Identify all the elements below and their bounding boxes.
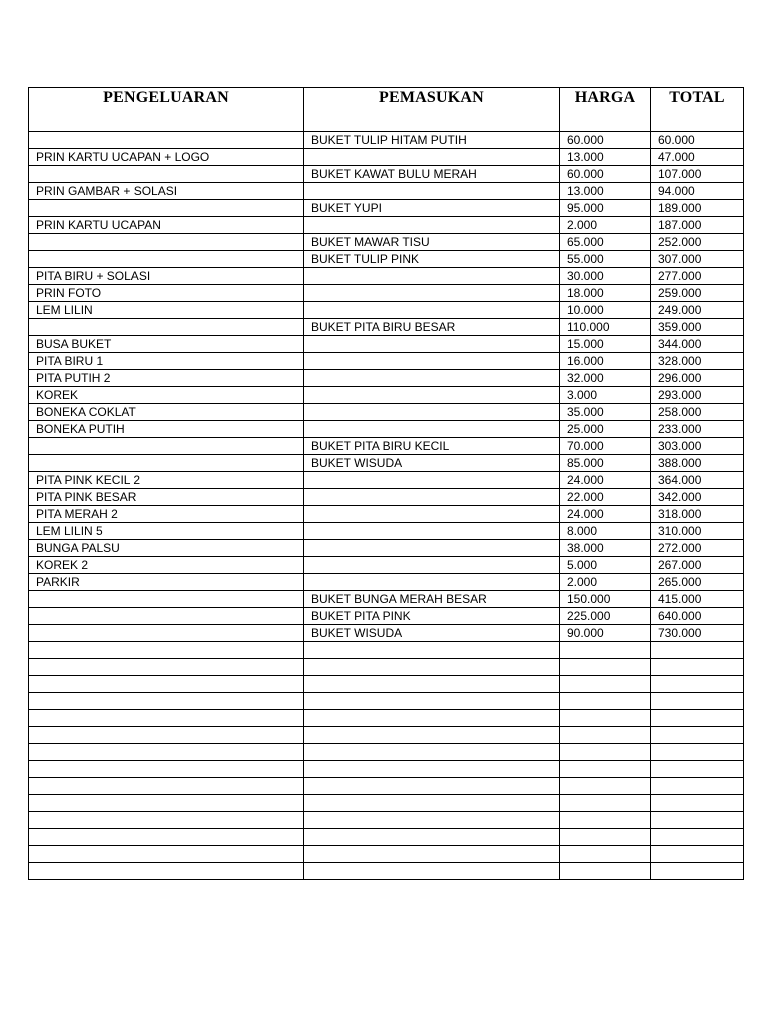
price-cell: 90.000 <box>560 625 651 642</box>
table-row <box>29 829 744 846</box>
table-row <box>29 795 744 812</box>
total-cell <box>651 795 744 812</box>
table-row <box>29 217 744 234</box>
price-cell: 35.000 <box>560 404 651 421</box>
total-cell: 388.000 <box>651 455 744 472</box>
price-cell <box>560 829 651 846</box>
price-cell: 5.000 <box>560 557 651 574</box>
income-cell: BUKET PITA BIRU BESAR <box>304 319 560 336</box>
price-cell: 65.000 <box>560 234 651 251</box>
price-cell: 13.000 <box>560 149 651 166</box>
table-row <box>29 846 744 863</box>
header-harga: HARGA <box>560 88 651 132</box>
price-cell <box>560 659 651 676</box>
expense-cell: LEM LILIN 5 <box>29 523 304 540</box>
income-cell <box>304 676 560 693</box>
expense-cell <box>29 863 304 880</box>
price-cell <box>560 778 651 795</box>
expense-cell: PITA PUTIH 2 <box>29 370 304 387</box>
table-row <box>29 183 744 200</box>
income-cell <box>304 506 560 523</box>
total-cell <box>651 693 744 710</box>
income-cell <box>304 710 560 727</box>
total-cell: 342.000 <box>651 489 744 506</box>
table-row <box>29 200 744 217</box>
expense-cell <box>29 132 304 149</box>
table-row <box>29 523 744 540</box>
income-cell <box>304 642 560 659</box>
total-cell: 328.000 <box>651 353 744 370</box>
income-cell <box>304 285 560 302</box>
price-cell <box>560 710 651 727</box>
expense-cell: KOREK <box>29 387 304 404</box>
expense-cell <box>29 778 304 795</box>
income-cell <box>304 829 560 846</box>
expense-cell <box>29 659 304 676</box>
price-cell <box>560 761 651 778</box>
table-row <box>29 591 744 608</box>
price-cell: 24.000 <box>560 506 651 523</box>
table-row <box>29 268 744 285</box>
income-cell: BUKET PITA PINK <box>304 608 560 625</box>
table-row <box>29 863 744 880</box>
income-cell <box>304 370 560 387</box>
total-cell: 318.000 <box>651 506 744 523</box>
total-cell: 730.000 <box>651 625 744 642</box>
income-cell: BUKET WISUDA <box>304 625 560 642</box>
total-cell <box>651 761 744 778</box>
table-row <box>29 625 744 642</box>
income-cell <box>304 336 560 353</box>
income-cell <box>304 183 560 200</box>
header-total: TOTAL <box>651 88 744 132</box>
price-cell: 60.000 <box>560 132 651 149</box>
income-cell <box>304 217 560 234</box>
expense-cell: PRIN FOTO <box>29 285 304 302</box>
total-cell: 60.000 <box>651 132 744 149</box>
total-cell: 265.000 <box>651 574 744 591</box>
expense-cell <box>29 710 304 727</box>
expense-cell: LEM LILIN <box>29 302 304 319</box>
price-cell: 55.000 <box>560 251 651 268</box>
table-row <box>29 234 744 251</box>
price-cell: 16.000 <box>560 353 651 370</box>
expense-cell <box>29 693 304 710</box>
price-cell <box>560 693 651 710</box>
total-cell: 187.000 <box>651 217 744 234</box>
expense-cell: BONEKA PUTIH <box>29 421 304 438</box>
price-cell <box>560 642 651 659</box>
price-cell <box>560 846 651 863</box>
price-cell: 225.000 <box>560 608 651 625</box>
price-cell: 8.000 <box>560 523 651 540</box>
price-cell <box>560 863 651 880</box>
table-row <box>29 710 744 727</box>
income-cell: BUKET TULIP HITAM PUTIH <box>304 132 560 149</box>
total-cell: 258.000 <box>651 404 744 421</box>
expense-cell <box>29 608 304 625</box>
table-row <box>29 812 744 829</box>
table-row <box>29 336 744 353</box>
income-cell <box>304 540 560 557</box>
expense-cell: KOREK 2 <box>29 557 304 574</box>
total-cell <box>651 659 744 676</box>
table-row <box>29 319 744 336</box>
total-cell <box>651 710 744 727</box>
income-cell <box>304 727 560 744</box>
total-cell: 277.000 <box>651 268 744 285</box>
header-row <box>29 88 744 132</box>
total-cell: 189.000 <box>651 200 744 217</box>
expense-cell: PITA BIRU + SOLASI <box>29 268 304 285</box>
income-cell <box>304 693 560 710</box>
total-cell: 252.000 <box>651 234 744 251</box>
income-cell: BUKET WISUDA <box>304 455 560 472</box>
total-cell: 344.000 <box>651 336 744 353</box>
price-cell: 70.000 <box>560 438 651 455</box>
income-cell <box>304 778 560 795</box>
header-pemasukan: PEMASUKAN <box>304 88 560 132</box>
income-cell <box>304 149 560 166</box>
income-cell: BUKET BUNGA MERAH BESAR <box>304 591 560 608</box>
table-row <box>29 285 744 302</box>
expense-cell <box>29 812 304 829</box>
expense-cell: BUSA BUKET <box>29 336 304 353</box>
table-row <box>29 693 744 710</box>
price-cell: 15.000 <box>560 336 651 353</box>
total-cell <box>651 863 744 880</box>
price-cell: 110.000 <box>560 319 651 336</box>
income-cell <box>304 846 560 863</box>
expense-cell: PRIN GAMBAR + SOLASI <box>29 183 304 200</box>
table-row <box>29 761 744 778</box>
price-cell <box>560 795 651 812</box>
price-cell: 22.000 <box>560 489 651 506</box>
price-cell: 25.000 <box>560 421 651 438</box>
total-cell: 359.000 <box>651 319 744 336</box>
income-cell <box>304 387 560 404</box>
total-cell: 296.000 <box>651 370 744 387</box>
expense-cell <box>29 166 304 183</box>
header-pengeluaran: PENGELUARAN <box>29 88 304 132</box>
expense-cell: PITA MERAH 2 <box>29 506 304 523</box>
expense-cell <box>29 761 304 778</box>
price-cell <box>560 744 651 761</box>
total-cell <box>651 727 744 744</box>
table-row <box>29 438 744 455</box>
expense-cell: BUNGA PALSU <box>29 540 304 557</box>
total-cell <box>651 676 744 693</box>
expense-cell <box>29 829 304 846</box>
table-row <box>29 302 744 319</box>
total-cell <box>651 812 744 829</box>
income-cell <box>304 557 560 574</box>
income-cell <box>304 302 560 319</box>
income-cell: BUKET TULIP PINK <box>304 251 560 268</box>
table-row <box>29 778 744 795</box>
expense-cell <box>29 676 304 693</box>
ledger-table <box>28 87 744 880</box>
price-cell: 95.000 <box>560 200 651 217</box>
total-cell: 310.000 <box>651 523 744 540</box>
income-cell <box>304 472 560 489</box>
income-cell <box>304 795 560 812</box>
table-row <box>29 387 744 404</box>
total-cell <box>651 846 744 863</box>
income-cell <box>304 353 560 370</box>
table-row <box>29 404 744 421</box>
price-cell <box>560 812 651 829</box>
income-cell <box>304 659 560 676</box>
total-cell: 293.000 <box>651 387 744 404</box>
table-row <box>29 574 744 591</box>
price-cell <box>560 727 651 744</box>
expense-cell <box>29 591 304 608</box>
income-cell: BUKET MAWAR TISU <box>304 234 560 251</box>
table-row <box>29 455 744 472</box>
income-cell <box>304 761 560 778</box>
price-cell: 38.000 <box>560 540 651 557</box>
price-cell: 10.000 <box>560 302 651 319</box>
expense-cell <box>29 438 304 455</box>
price-cell: 13.000 <box>560 183 651 200</box>
expense-cell: PITA BIRU 1 <box>29 353 304 370</box>
income-cell <box>304 863 560 880</box>
total-cell <box>651 744 744 761</box>
table-row <box>29 370 744 387</box>
total-cell: 415.000 <box>651 591 744 608</box>
income-cell <box>304 574 560 591</box>
expense-cell <box>29 234 304 251</box>
expense-cell <box>29 455 304 472</box>
total-cell <box>651 829 744 846</box>
table-row <box>29 557 744 574</box>
price-cell: 85.000 <box>560 455 651 472</box>
table-row <box>29 149 744 166</box>
expense-cell <box>29 642 304 659</box>
price-cell: 60.000 <box>560 166 651 183</box>
price-cell: 30.000 <box>560 268 651 285</box>
total-cell: 47.000 <box>651 149 744 166</box>
total-cell: 249.000 <box>651 302 744 319</box>
total-cell: 640.000 <box>651 608 744 625</box>
table-row <box>29 642 744 659</box>
price-cell: 24.000 <box>560 472 651 489</box>
table-row <box>29 421 744 438</box>
expense-cell: PARKIR <box>29 574 304 591</box>
table-row <box>29 659 744 676</box>
table-row <box>29 506 744 523</box>
total-cell: 364.000 <box>651 472 744 489</box>
total-cell <box>651 642 744 659</box>
expense-cell <box>29 319 304 336</box>
expense-cell <box>29 251 304 268</box>
expense-cell: BONEKA COKLAT <box>29 404 304 421</box>
table-row <box>29 353 744 370</box>
total-cell: 259.000 <box>651 285 744 302</box>
total-cell: 272.000 <box>651 540 744 557</box>
income-cell <box>304 404 560 421</box>
table-row <box>29 251 744 268</box>
expense-cell: PITA PINK BESAR <box>29 489 304 506</box>
total-cell <box>651 778 744 795</box>
expense-cell: PRIN KARTU UCAPAN <box>29 217 304 234</box>
income-cell <box>304 268 560 285</box>
income-cell <box>304 812 560 829</box>
expense-cell <box>29 744 304 761</box>
table-row <box>29 540 744 557</box>
total-cell: 267.000 <box>651 557 744 574</box>
table-row <box>29 727 744 744</box>
price-cell <box>560 676 651 693</box>
total-cell: 94.000 <box>651 183 744 200</box>
table-row <box>29 608 744 625</box>
price-cell: 18.000 <box>560 285 651 302</box>
table-row <box>29 489 744 506</box>
expense-cell <box>29 200 304 217</box>
income-cell <box>304 523 560 540</box>
expense-cell <box>29 795 304 812</box>
income-cell: BUKET YUPI <box>304 200 560 217</box>
income-cell: BUKET PITA BIRU KECIL <box>304 438 560 455</box>
total-cell: 307.000 <box>651 251 744 268</box>
total-cell: 107.000 <box>651 166 744 183</box>
table-row <box>29 166 744 183</box>
expense-cell <box>29 846 304 863</box>
expense-cell: PRIN KARTU UCAPAN + LOGO <box>29 149 304 166</box>
expense-cell <box>29 625 304 642</box>
table-row <box>29 132 744 149</box>
price-cell: 2.000 <box>560 217 651 234</box>
total-cell: 233.000 <box>651 421 744 438</box>
income-cell <box>304 421 560 438</box>
total-cell: 303.000 <box>651 438 744 455</box>
expense-cell <box>29 727 304 744</box>
income-cell <box>304 489 560 506</box>
income-cell: BUKET KAWAT BULU MERAH <box>304 166 560 183</box>
table-row <box>29 744 744 761</box>
price-cell: 3.000 <box>560 387 651 404</box>
table-row <box>29 676 744 693</box>
price-cell: 32.000 <box>560 370 651 387</box>
ledger-body <box>29 132 744 880</box>
expense-cell: PITA PINK KECIL 2 <box>29 472 304 489</box>
price-cell: 150.000 <box>560 591 651 608</box>
table-row <box>29 472 744 489</box>
income-cell <box>304 744 560 761</box>
price-cell: 2.000 <box>560 574 651 591</box>
